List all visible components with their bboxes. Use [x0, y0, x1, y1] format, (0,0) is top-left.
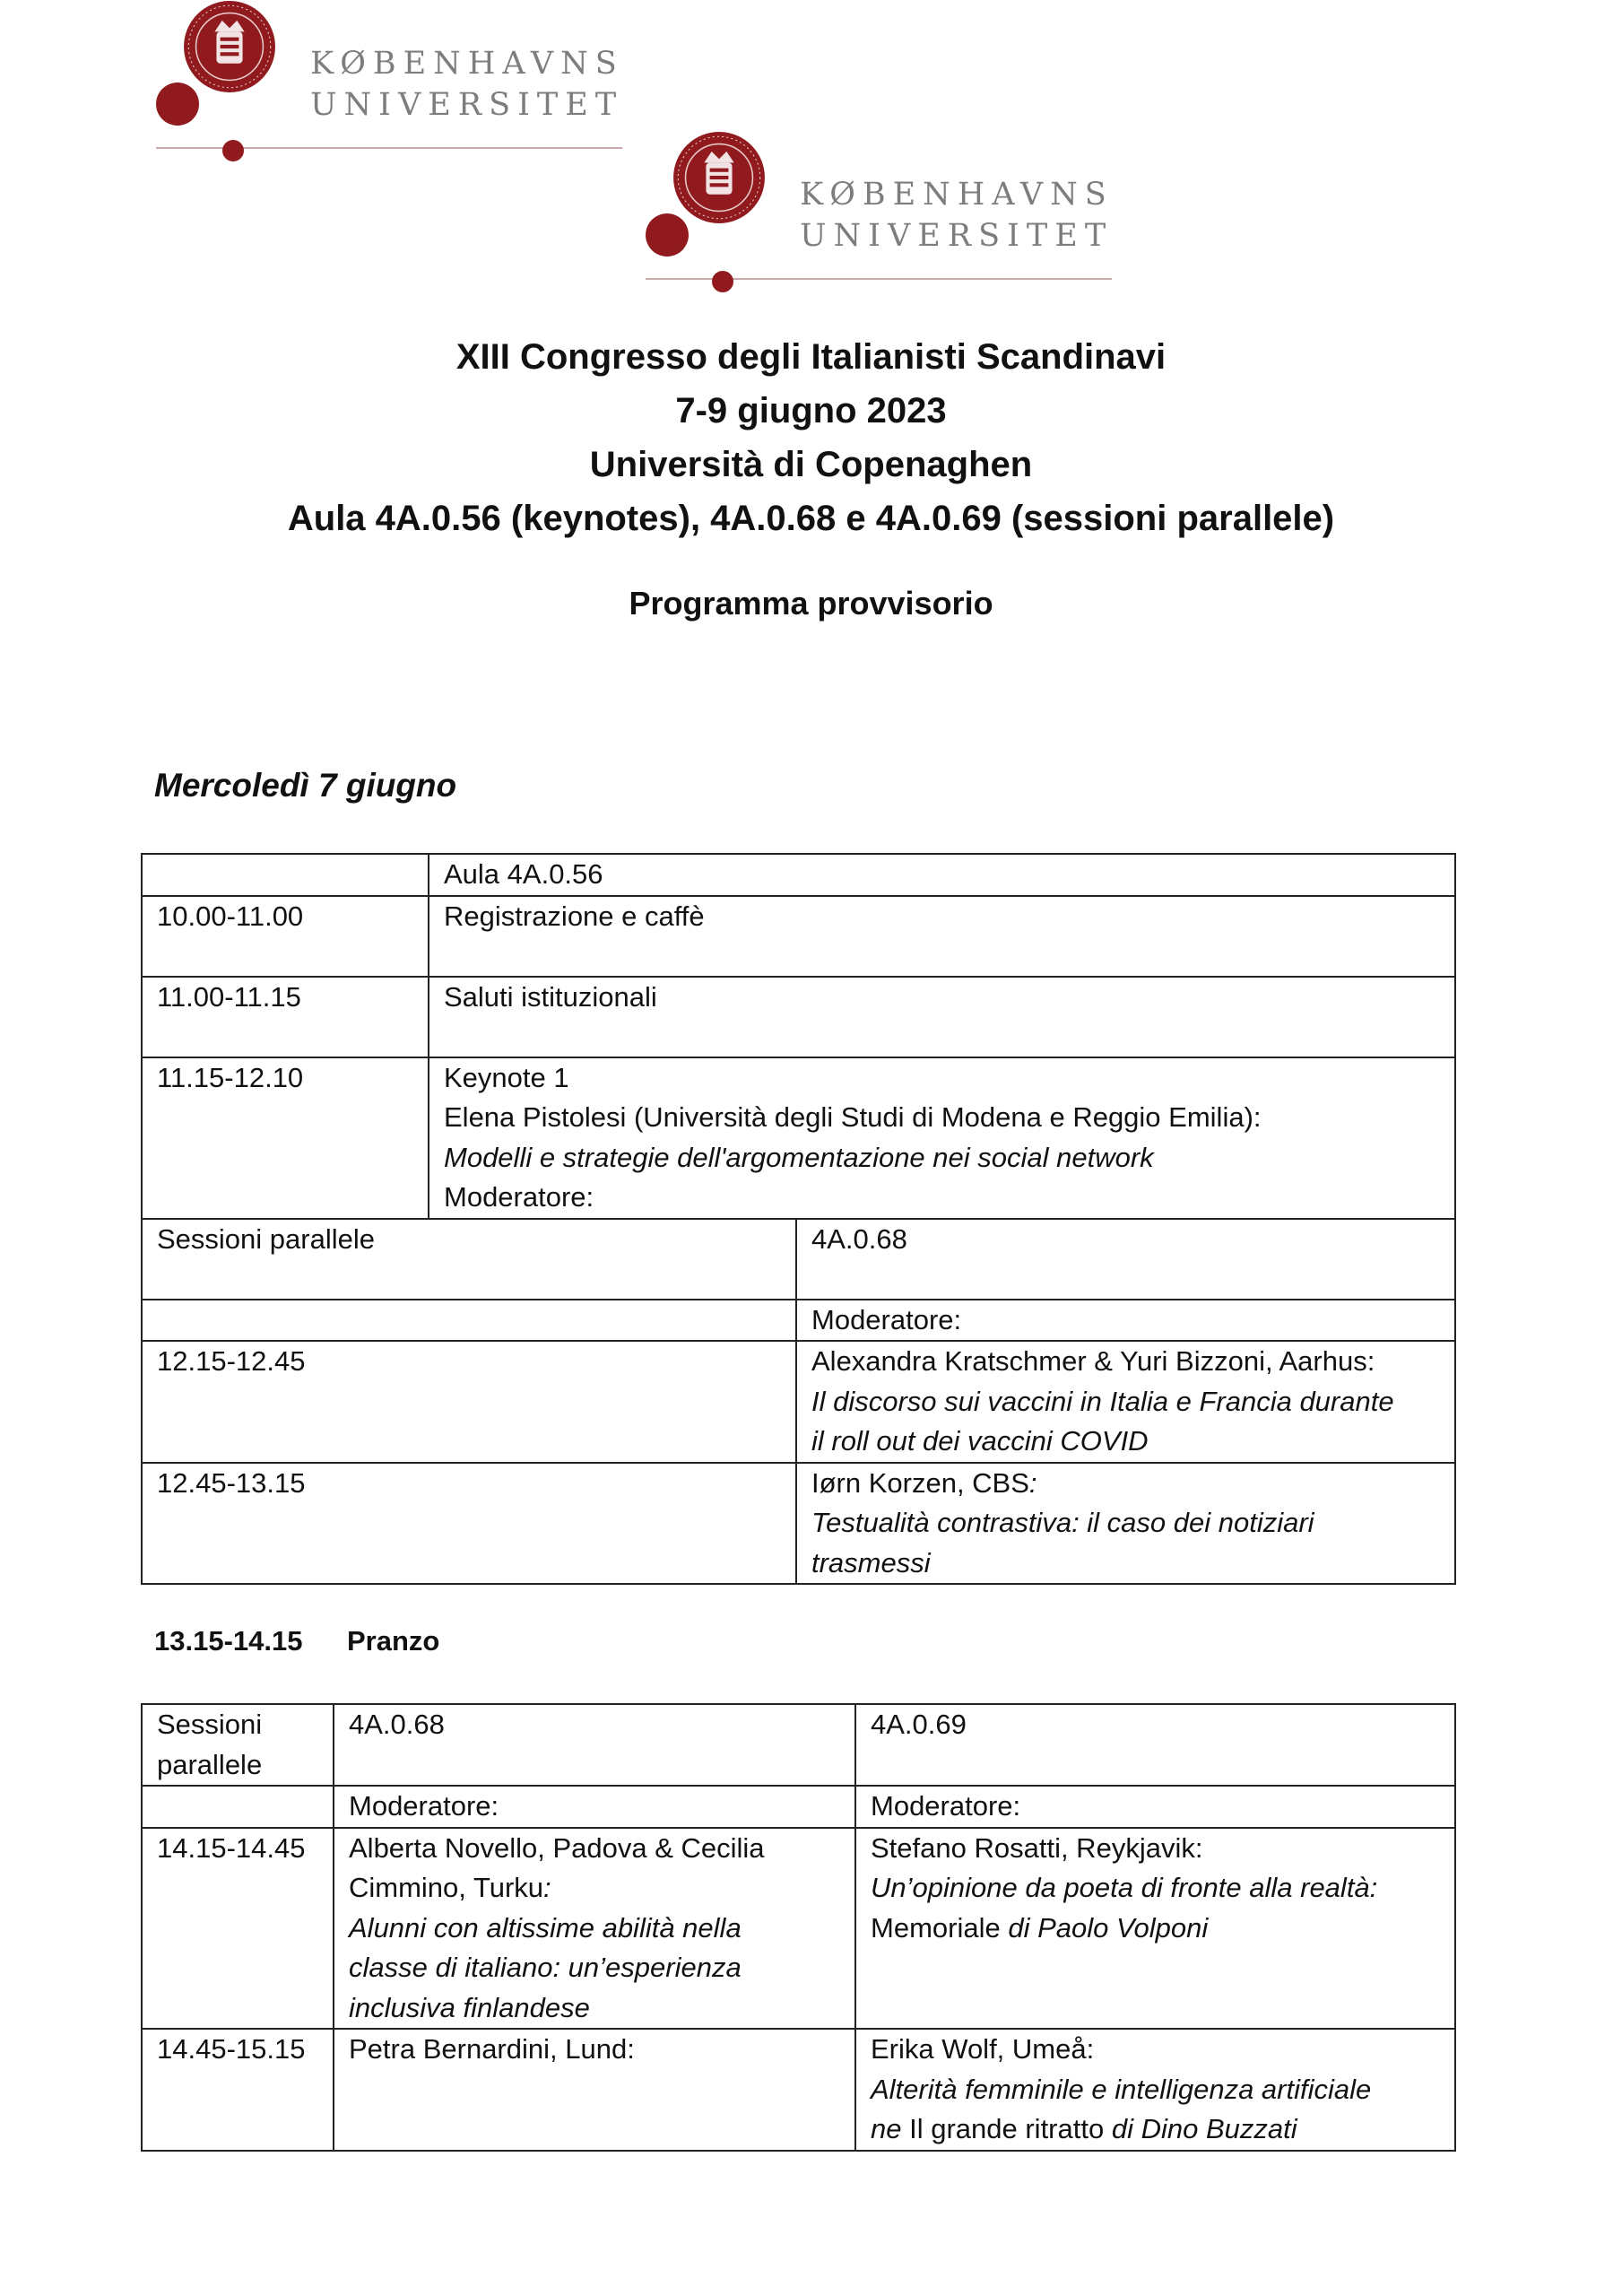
logo-wordmark: [800, 174, 1114, 257]
talk-speaker: Cimmino, Turku: [349, 1872, 544, 1903]
talk-title-line: Un’opinione da poeta di fronte alla realtà:: [871, 1872, 1378, 1903]
logo-dot-large: [156, 83, 199, 126]
table-row: [142, 977, 1455, 1057]
table-row: [142, 1300, 1455, 1342]
time-cell: 11.15-12.10: [142, 1057, 429, 1219]
talk-title-line: classe di italiano: un’esperienza: [349, 1952, 742, 1983]
programme-table-afternoon: [141, 1703, 1456, 2152]
keynote-title: Modelli e strategie dell'argomentazione nei social network: [444, 1141, 1154, 1173]
table-cell-empty: [142, 854, 429, 896]
talk-title-line: [871, 1909, 1440, 1949]
table-row: [142, 896, 1455, 977]
table-row: [142, 854, 1455, 896]
talk-cell: [796, 1341, 1455, 1463]
talk-title-line: [871, 2109, 1440, 2150]
table-cell-empty: [142, 1300, 796, 1342]
talk-cell: [796, 1463, 1455, 1585]
university-seal-icon: [183, 0, 276, 93]
logo-dot-small: [222, 140, 244, 161]
talk-speaker-name: Iørn Korzen, CBS: [811, 1466, 1029, 1499]
talk-title-line: il roll out dei vaccini COVID: [811, 1425, 1149, 1457]
session-label: [142, 1704, 334, 1786]
moderator-label: Moderatore:: [334, 1786, 855, 1828]
talk-title-line: Il discorso sui vaccini in Italia e Francia durante: [811, 1385, 1394, 1417]
room-label: 4A.0.69: [855, 1704, 1455, 1786]
table-row: [142, 1057, 1455, 1219]
lunch-time: 13.15-14.15: [154, 1625, 303, 1657]
logo-wordmark-line2: UNIVERSITET: [800, 218, 1114, 254]
document-heading: [0, 330, 1622, 545]
day-heading: Mercoledì 7 giugno: [154, 767, 457, 804]
table-row: [142, 1219, 1455, 1300]
talk-title-line: Alunni con altissime abilità nella: [349, 1911, 742, 1944]
logo-wordmark: [310, 43, 624, 126]
logo-dot-small: [712, 271, 733, 292]
keynote-moderator: Moderatore:: [444, 1181, 594, 1213]
congress-title: XIII Congresso degli Italianisti Scandinavi: [455, 337, 1167, 377]
time-cell: 11.00-11.15: [142, 977, 429, 1057]
talk-title-line: Testualità contrastiva: il caso dei notiziari: [811, 1507, 1314, 1538]
talk-title-line: trasmessi: [811, 1546, 931, 1578]
logo-dot-large: [646, 213, 689, 257]
table-row: [142, 1341, 1455, 1463]
talk-cell: [334, 2029, 855, 2151]
session-label-line: parallele: [157, 1748, 263, 1780]
talk-cell: [855, 2029, 1455, 2151]
table-row: [142, 1786, 1455, 1828]
talk-title-plain: Il grande ritratto: [909, 2113, 1105, 2144]
session-label-line: Sessioni: [157, 1709, 263, 1740]
talk-title-italic: di Dino Buzzati: [1104, 2113, 1297, 2144]
session-label: Sessioni parallele: [142, 1219, 796, 1300]
university-seal-icon: [672, 131, 766, 224]
logo-wordmark-line1: KØBENHAVNS: [310, 46, 624, 82]
time-cell: 10.00-11.00: [142, 896, 429, 977]
time-cell: 12.15-12.45: [142, 1341, 796, 1463]
table-row: [142, 1463, 1455, 1585]
room-label: Aula 4A.0.56: [429, 854, 1455, 896]
table-row: [142, 1828, 1455, 2030]
time-cell: 12.45-13.15: [142, 1463, 796, 1585]
talk-speaker: Alexandra Kratschmer & Yuri Bizzoni, Aarhus:: [811, 1345, 1375, 1377]
talk-speaker-colon: :: [1028, 1466, 1037, 1499]
keynote-label: Keynote 1: [444, 1061, 569, 1093]
keynote-cell: [429, 1057, 1455, 1219]
talk-cell: [334, 1828, 855, 2030]
lunch-break: [154, 1625, 439, 1657]
event-cell: Registrazione e caffè: [429, 896, 1455, 977]
talk-title-italic: di Paolo Volponi: [1000, 1911, 1209, 1944]
talk-title-italic: ne: [871, 2113, 910, 2144]
moderator-label: Moderatore:: [796, 1300, 1455, 1342]
time-cell: 14.45-15.15: [142, 2029, 334, 2151]
talk-speaker: [811, 1464, 1440, 1504]
talk-speaker: Petra Bernardini, Lund:: [349, 2033, 635, 2065]
lunch-label: Pranzo: [347, 1625, 440, 1657]
congress-dates: 7-9 giugno 2023: [675, 391, 947, 430]
moderator-label: Moderatore:: [855, 1786, 1455, 1828]
talk-speaker: Alberta Novello, Padova & Cecilia: [349, 1831, 765, 1864]
congress-venue: Università di Copenaghen: [589, 445, 1033, 484]
programme-subtitle: Programma provvisorio: [629, 585, 993, 622]
event-cell: Saluti istituzionali: [429, 977, 1455, 1057]
talk-title-line: Alterità femminile e intelligenza artificiale: [871, 2073, 1372, 2105]
talk-speaker: Erika Wolf, Umeå:: [871, 2033, 1095, 2065]
time-cell: 14.15-14.45: [142, 1828, 334, 2030]
table-row: [142, 2029, 1455, 2151]
table-cell-empty: [142, 1786, 334, 1828]
talk-title-line: inclusiva finlandese: [349, 1991, 590, 2023]
programme-table-morning: [141, 853, 1456, 1585]
room-label: 4A.0.68: [334, 1704, 855, 1786]
logo-wordmark-line2: UNIVERSITET: [310, 87, 624, 123]
keynote-speaker: Elena Pistolesi (Università degli Studi di Modena e Reggio Emilia):: [444, 1101, 1262, 1133]
talk-speaker-colon: :: [543, 1872, 551, 1903]
talk-speaker: Stefano Rosatti, Reykjavik:: [871, 1831, 1203, 1864]
table-row: [142, 1704, 1455, 1786]
room-label: 4A.0.68: [796, 1219, 1455, 1300]
talk-cell: [855, 1828, 1455, 2030]
congress-rooms: Aula 4A.0.56 (keynotes), 4A.0.68 e 4A.0.69 (sessioni parallele): [287, 499, 1335, 538]
talk-title-plain: Memoriale: [871, 1911, 1001, 1944]
logo-wordmark-line1: KØBENHAVNS: [800, 177, 1114, 213]
